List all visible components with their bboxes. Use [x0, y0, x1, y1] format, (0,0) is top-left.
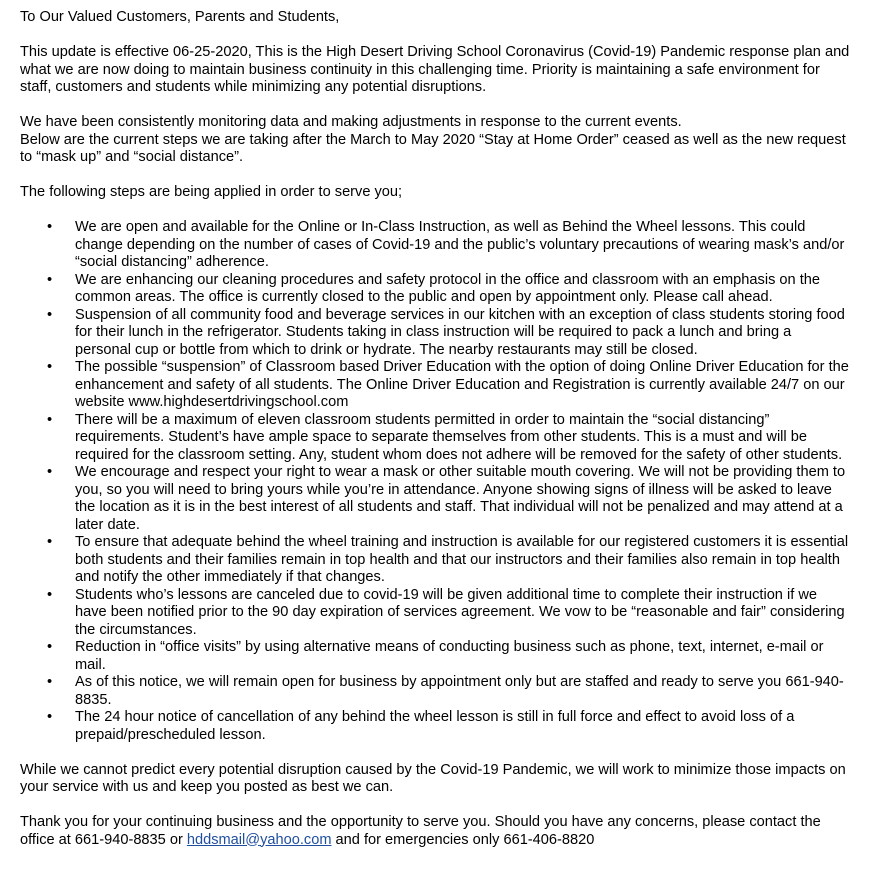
thanks-text-end: and for emergencies only 661-406-8820 — [331, 831, 595, 848]
list-item — [20, 639, 850, 674]
bullet-icon: • — [47, 359, 53, 375]
bullet-icon: • — [47, 709, 53, 725]
spacer — [20, 97, 850, 115]
bullet-icon: • — [47, 674, 53, 690]
spacer — [20, 167, 850, 185]
thanks-text: Thank you for your continuing business and the opportunity to serve you. Should you have any concerns, please contact the office at 661-940-8835 or — [20, 814, 821, 848]
intro-paragraph: This update is effective 06-25-2020, This is the High Desert Driving School Coronavirus (Covid-19) Pandemic response plan and what we are now doing to maintain business continuity in this challenging time. Priority is maintaining a safe environment for staff, customers and students while minimizing any potential disruptions. — [20, 44, 850, 95]
list-item — [20, 359, 850, 412]
spacer — [20, 744, 850, 762]
list-item — [20, 412, 850, 465]
list-item — [20, 709, 850, 744]
spacer — [20, 202, 850, 220]
list-item — [20, 534, 850, 587]
greeting: To Our Valued Customers, Parents and Students, — [20, 9, 340, 25]
bullet-icon: • — [47, 271, 53, 288]
bullet-icon: • — [47, 411, 53, 428]
step-text: Reduction in “office visits” by using alternative means of conducting business such as phone, text, internet, e-mail or mail. — [75, 639, 824, 673]
list-item — [20, 464, 850, 534]
step-text: We are open and available for the Online or In-Class Instruction, as well as Behind the Wheel lessons. This could change depending on the number of cases of Covid-19 and the public’s voluntary precautions of wearing mask’s and/or “social distancing” adherence. — [75, 219, 845, 270]
bullet-icon: • — [47, 586, 53, 603]
monitoring-line-2: Below are the current steps we are taking after the March to May 2020 “Stay at Home Order” ceased as well as the new request to “mask up” and “social distance”. — [20, 131, 846, 165]
spacer — [20, 797, 850, 815]
steps-list — [20, 219, 850, 744]
list-item — [20, 272, 850, 307]
step-text: Suspension of all community food and beverage services in our kitchen with an exception of class students storing food for their lunch in the refrigerator. Students taking in class instruction will be required to pack a lunch and bring a personal cup or bottle from which to drink or hydrate. The nearby restaurants may still be closed. — [75, 306, 845, 358]
step-text: To ensure that adequate behind the wheel training and instruction is available for our registered customers it is essential both students and their families remain in top health and that our instructors and their families also remain in top health and notify the other immediately if that changes. — [75, 534, 849, 585]
bullet-icon: • — [47, 306, 53, 323]
bullet-icon: • — [47, 219, 53, 235]
step-text: The possible “suspension” of Classroom based Driver Education with the option of doing Online Driver Education for the enhancement and safety of all students. The Online Driver Education and Registration is currently available 24/7 on our website www.highdesertdrivingschool.com — [75, 359, 849, 410]
notice-document — [20, 9, 850, 849]
thanks-paragraph — [20, 814, 850, 849]
closing-paragraph: While we cannot predict every potential disruption caused by the Covid-19 Pandemic, we will work to minimize those impacts on your service with us and keep you posted as best we can. — [20, 761, 846, 795]
step-text: Students who’s lessons are canceled due to covid-19 will be given additional time to complete their instruction if we have been notified prior to the 90 day expiration of services agreement. We vow to be “reasonable and fair” considering the circumstances. — [75, 586, 845, 638]
list-item — [20, 674, 850, 709]
step-text: There will be a maximum of eleven classroom students permitted in order to maintain the “social distancing” requirements. Student’s have ample space to separate themselves from other students. This is a must and will be required for the classroom setting. Any, student whom does not adhere will be removed for the safety of other students. — [75, 411, 843, 463]
bullet-icon: • — [47, 534, 53, 550]
list-item — [20, 587, 850, 640]
list-item — [20, 307, 850, 360]
email-link[interactable]: hddsmail@yahoo.com — [186, 831, 332, 848]
step-text: We encourage and respect your right to wear a mask or other suitable mouth covering. We will not be providing them to you, so you will need to bring yours while you’re in attendance. Anyone showing signs of illness will be asked to leave the location as it is in the best interest of all students and staff. That individual will not be penalized and may attend at a later date. — [75, 464, 846, 533]
spacer — [20, 27, 850, 45]
bullet-icon: • — [47, 464, 53, 480]
monitoring-line-1: We have been consistently monitoring data and making adjustments in response to the current events. — [20, 114, 682, 130]
list-item — [20, 219, 850, 272]
step-text: The 24 hour notice of cancellation of any behind the wheel lesson is still in full force and effect to avoid loss of a prepaid/prescheduled lesson. — [75, 709, 795, 743]
bullet-icon: • — [47, 639, 53, 655]
steps-intro: The following steps are being applied in order to serve you; — [20, 184, 403, 200]
step-text: We are enhancing our cleaning procedures and safety protocol in the office and classroom with an emphasis on the common areas. The office is currently closed to the public and open by appointment only. Please call ahead. — [75, 271, 821, 305]
step-text: As of this notice, we will remain open for business by appointment only but are staffed and ready to serve you 661-940-8835. — [75, 674, 844, 708]
